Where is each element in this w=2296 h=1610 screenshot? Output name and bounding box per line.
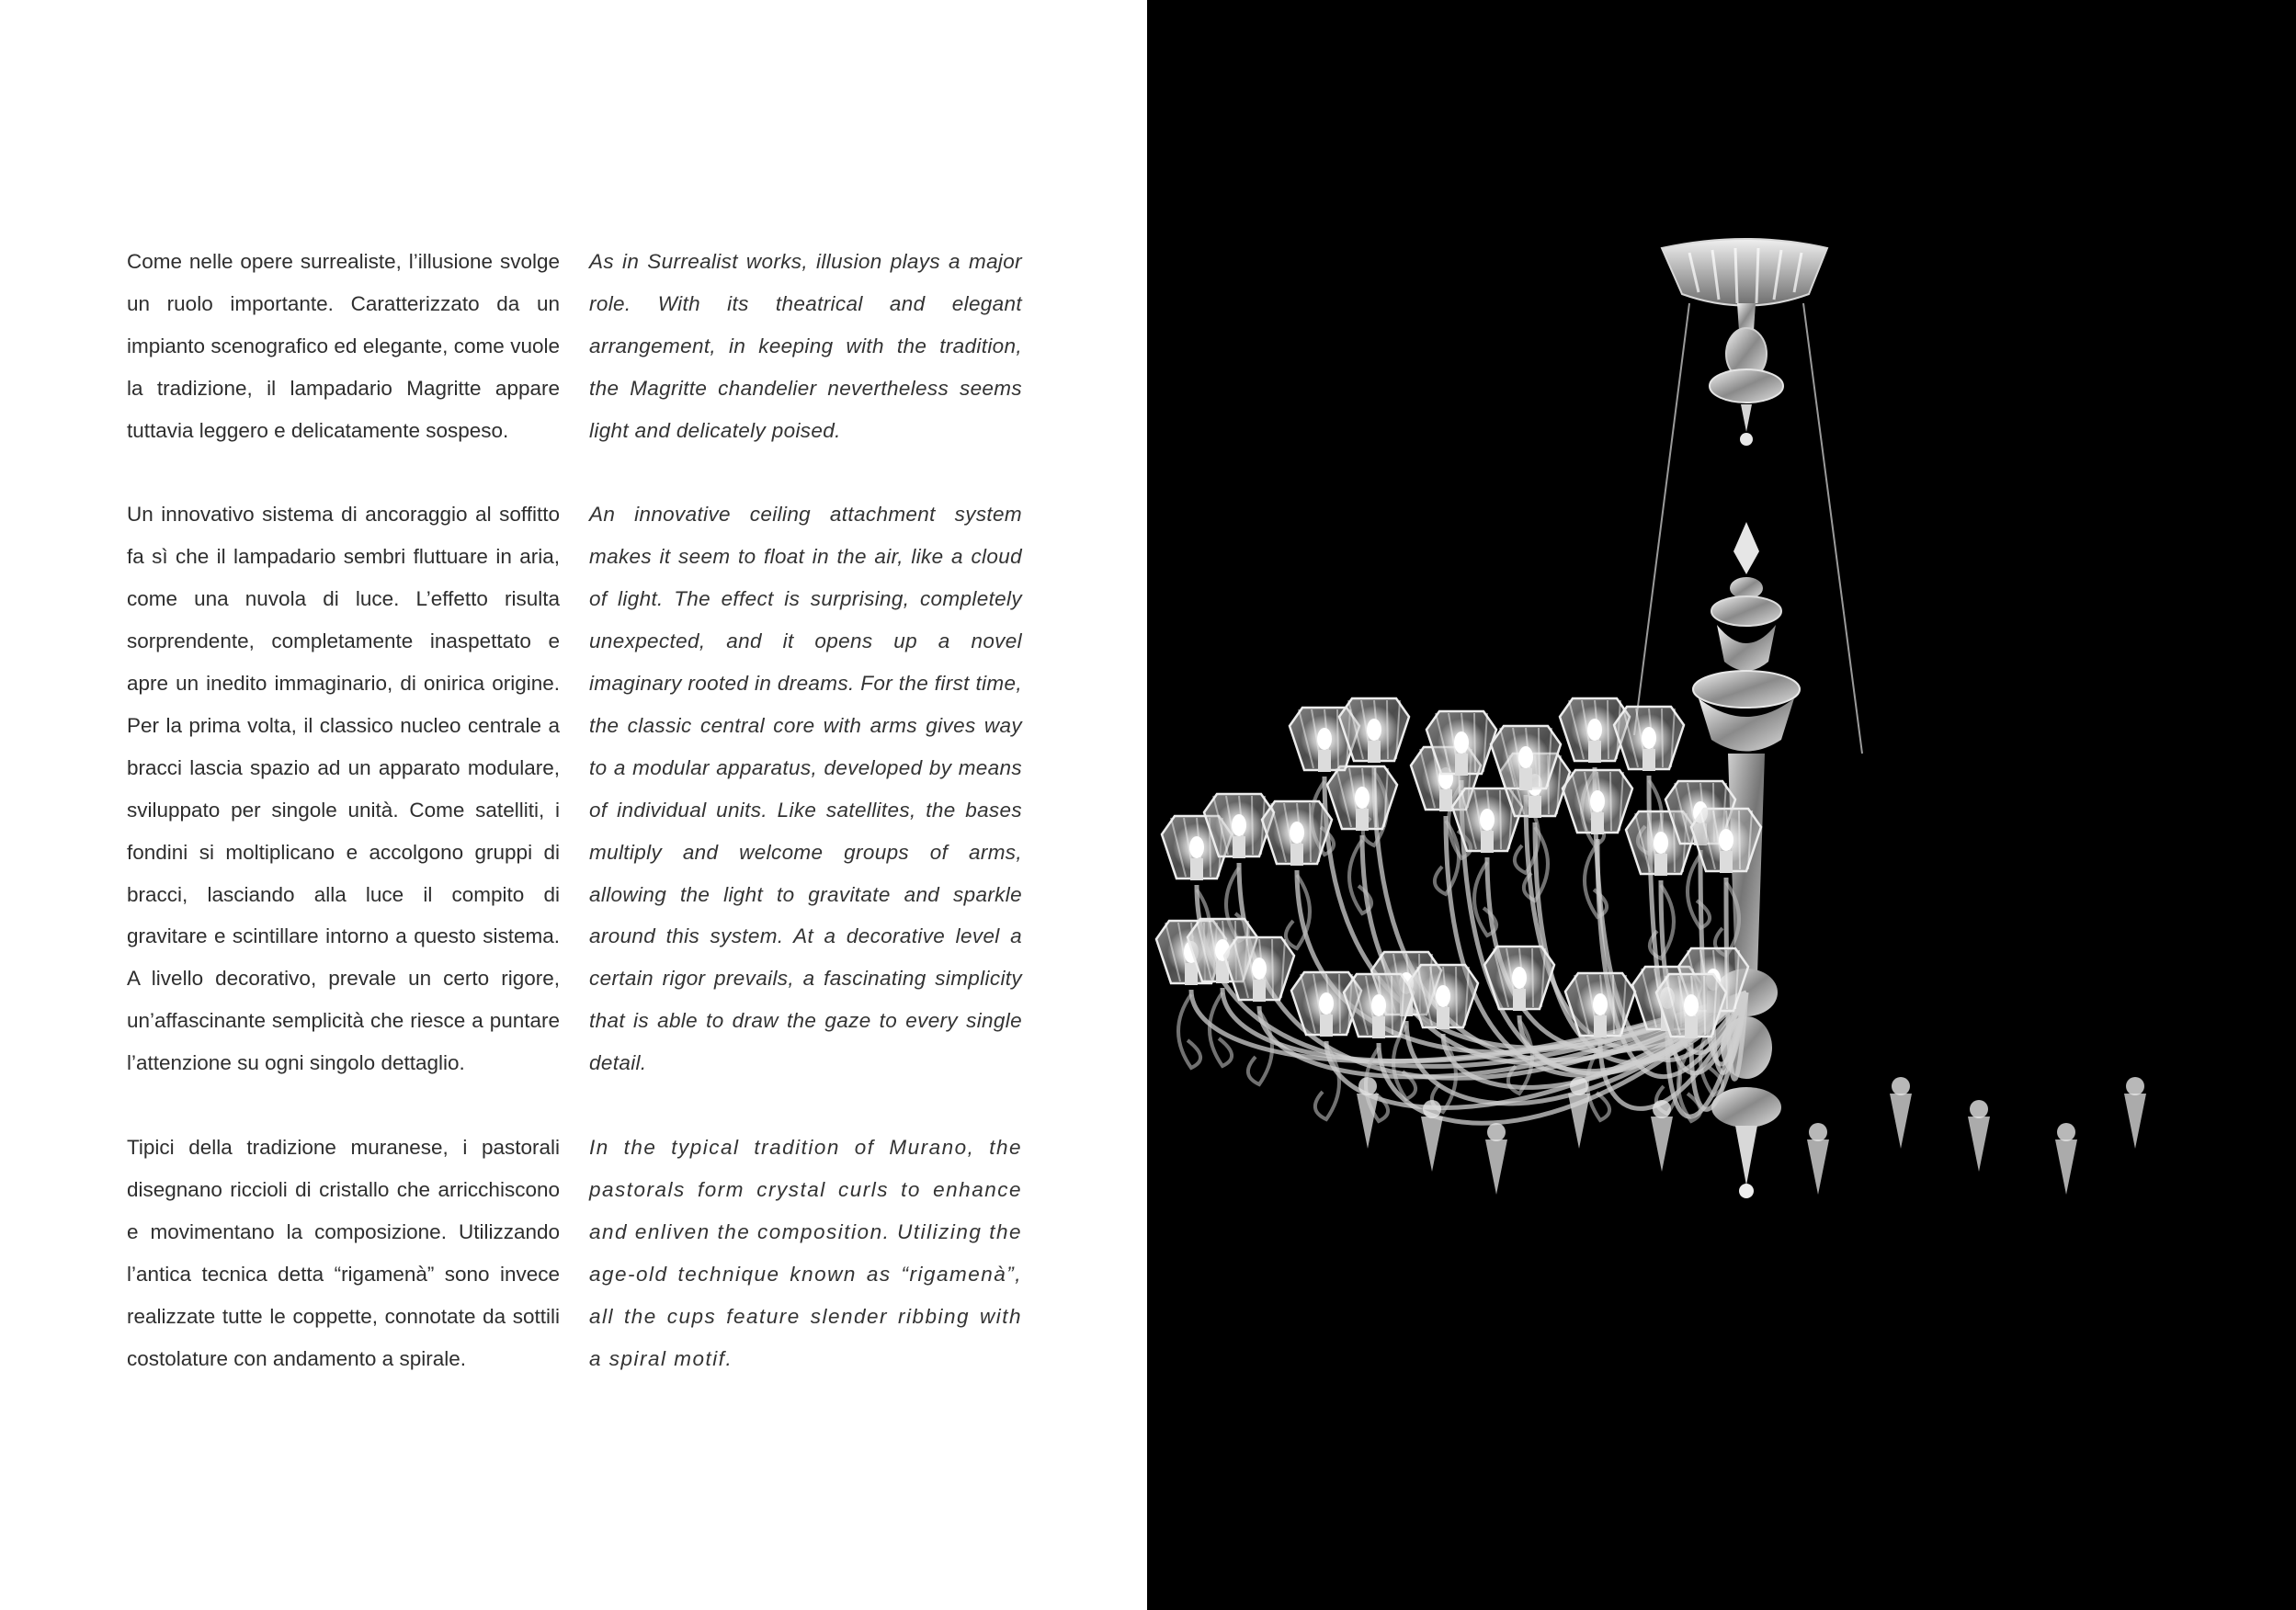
glass-bead	[1570, 1077, 1588, 1095]
italian-paragraph-3: Tipici della tradizione muranese, i pastorali disegnano riccioli di cristallo che arricchiscono e movimentano la composizione. Utilizzando l’antica tecnica detta “rigamenà” sono invece realizzate tutte le coppette, connotate da sottili costolature con andamento a spirale.	[127, 1136, 560, 1370]
glass-bead	[1653, 1100, 1671, 1118]
glass-drop	[1968, 1117, 1990, 1172]
italian-paragraph-2: Un innovativo sistema di ancoraggio al soffitto fa sì che il lampadario sembri fluttuare in aria, come una nuvola di luce. L’effetto risulta sorprendente, completamente inaspettato e apre un inedito immaginario, di onirica origine. Per la prima volta, il classico nucleo centrale a bracci lascia spazio ad un apparato modulare, sviluppato per singole unità. Come satelliti, i fondini si moltiplicano e accolgono gruppi di bracci, lasciando alla luce il compito di gravitare e scintillare intorno a questo sistema. A livello decorativo, prevale un certo rigore, un’affascinante semplicità che riesce a puntare l’attenzione su ogni singolo dettaglio.	[127, 503, 560, 1075]
glass-bead	[1487, 1123, 1506, 1141]
english-paragraph-2: An innovative ceiling attachment system makes it seem to float in the air, like a cloud of light. The effect is surprising, completely unexpected, and it opens up a novel imaginary rooted in dreams. For the first time, the classic central core with arms gives way to a modular apparatus, developed by means of individual units. Like satellites, the bases multiply and welcome groups of arms, allowing the light to gravitate and sparkle around this system. At a decorative level a certain rigor prevails, a fascinating simplicity that is able to draw the gaze to every single detail.	[589, 503, 1022, 1075]
english-text-column	[589, 241, 1022, 1379]
pastoral-curl	[1178, 994, 1200, 1068]
glass-cup	[1224, 937, 1294, 1002]
glass-drop	[1568, 1094, 1590, 1149]
glass-bead	[1809, 1123, 1827, 1141]
italian-text-column	[127, 241, 560, 1379]
glass-drop	[1890, 1094, 1912, 1149]
glass-cup	[1614, 707, 1684, 771]
english-paragraph-1: As in Surrealist works, illusion plays a major role. With its theatrical and elegant arrangement, in keeping with the tradition, the Magritte chandelier nevertheless seems light and delicately poised.	[589, 250, 1022, 442]
glass-drop	[1807, 1139, 1829, 1195]
glass-cup	[1262, 801, 1332, 866]
italian-paragraph-1: Come nelle opere surrealiste, l’illusione svolge un ruolo importante. Caratterizzato da un impianto scenografico ed elegante, come vuole la tradizione, il lampadario Magritte appare tuttavia leggero e delicatamente sospeso.	[127, 250, 560, 442]
glass-bead	[1892, 1077, 1910, 1095]
chandelier-photo	[1147, 0, 2296, 1610]
glass-drop	[1651, 1117, 1673, 1172]
glass-drop	[2055, 1139, 2077, 1195]
suspension-cable-left	[1634, 303, 1689, 735]
glass-drop	[1421, 1117, 1443, 1172]
suspension-cable-right	[1803, 303, 1862, 754]
glass-bead	[1423, 1100, 1441, 1118]
text-page	[0, 0, 1147, 1610]
glass-drop	[1357, 1094, 1379, 1149]
glass-drop	[2124, 1094, 2146, 1149]
glass-bead	[2057, 1123, 2075, 1141]
glass-bead	[1970, 1100, 1988, 1118]
photo-page	[1147, 0, 2296, 1610]
glass-bead	[2126, 1077, 2144, 1095]
english-paragraph-3: In the typical tradition of Murano, the pastorals form crystal curls to enhance and enliven the composition. Utilizing the age-old technique known as “rigamenà”, all the cups feature slender ribbing with a spiral motif.	[589, 1136, 1022, 1370]
glass-drop	[1485, 1139, 1507, 1195]
glass-bead	[1358, 1077, 1377, 1095]
glass-cup	[1563, 770, 1632, 834]
ceiling-canopy	[1662, 239, 1827, 446]
